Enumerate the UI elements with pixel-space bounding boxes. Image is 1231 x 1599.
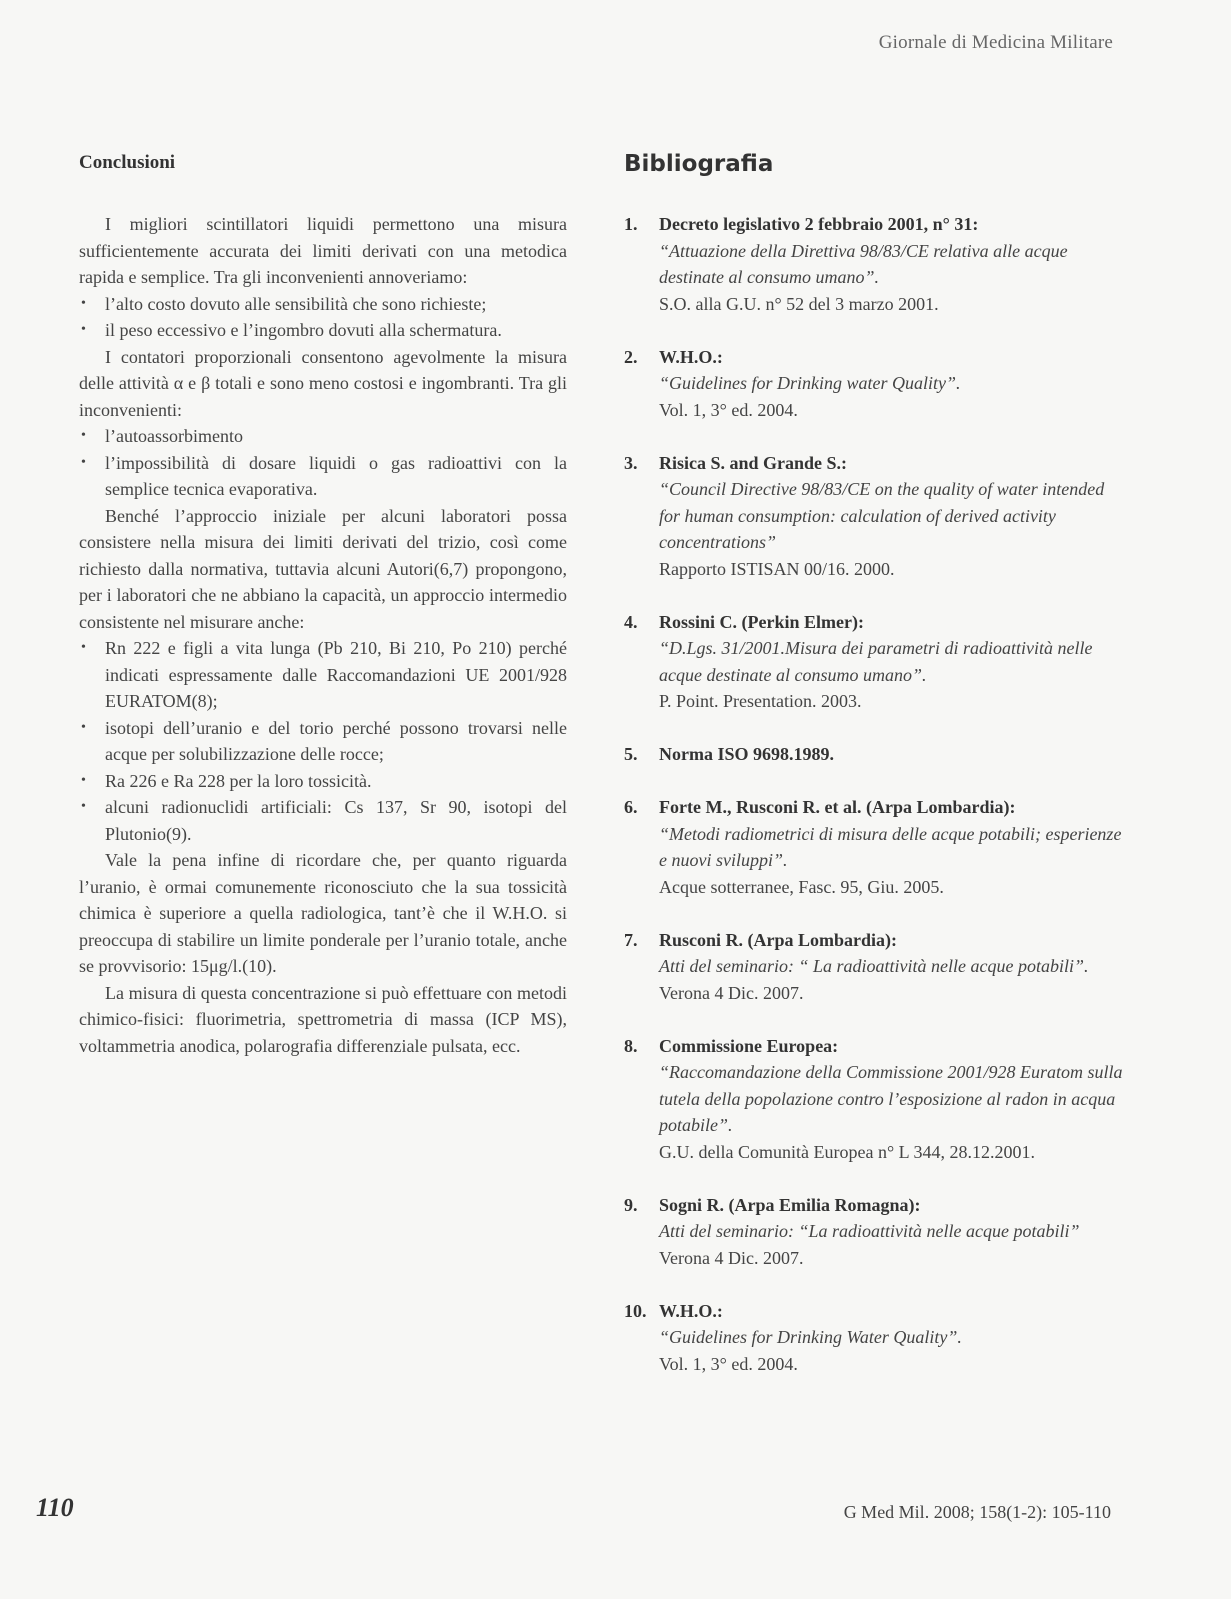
conclusions-body bbox=[79, 211, 567, 1059]
reference-title: “Guidelines for Drinking water Quality”. bbox=[659, 373, 961, 393]
list-item: • isotopi dell’uranio e del torio perché possono trovarsi nelle acque per solubilizzazione delle rocce; bbox=[79, 715, 567, 768]
list-item: • il peso eccessivo e l’ingombro dovuti alla schermatura. bbox=[79, 317, 567, 344]
list-item: • alcuni radionuclidi artificiali: Cs 137, Sr 90, isotopi del Plutonio(9). bbox=[79, 794, 567, 847]
bullet-list bbox=[79, 291, 567, 344]
reference-author: Norma ISO 9698.1989. bbox=[659, 744, 834, 764]
reference-title: “Metodi radiometrici di misura delle acque potabili; esperienze e nuovi sviluppi”. bbox=[659, 823, 1122, 870]
paragraph: I migliori scintillatori liquidi permettono una misura sufficientemente accurata dei limiti derivati con una metodica rapida e semplice. Tra gli inconvenienti annoveriamo: bbox=[79, 214, 567, 287]
list-item: • l’autoassorbimento bbox=[79, 423, 567, 450]
reference-author: Decreto legislativo 2 febbraio 2001, n° 31: bbox=[659, 214, 979, 234]
reference-number: 4. bbox=[624, 611, 638, 632]
reference-title: “Raccomandazione della Commissione 2001/928 Euratom sulla tutela della popolazione contro l’esposizione al radon in acqua potabile”. bbox=[659, 1062, 1123, 1135]
reference-item bbox=[624, 927, 1124, 1007]
list-item: • Ra 226 e Ra 228 per la loro tossicità. bbox=[79, 768, 567, 795]
reference-number: 1. bbox=[624, 214, 638, 234]
journal-title: Giornale di Medicina Militare bbox=[878, 32, 1113, 53]
conclusions-section bbox=[79, 150, 567, 1059]
journal-citation: G Med Mil. 2008; 158(1-2): 105-110 bbox=[843, 1502, 1111, 1522]
reference-source: Verona 4 Dic. 2007. bbox=[659, 982, 804, 1003]
list-item: • l’impossibilità di dosare liquidi o gas radioattivi con la semplice tecnica evaporativa. bbox=[79, 450, 567, 503]
reference-source: Rapporto ISTISAN 00/16. 2000. bbox=[659, 558, 895, 579]
reference-title: “D.Lgs. 31/2001.Misura dei parametri di radioattività nelle acque destinate al consumo umano”. bbox=[659, 638, 1093, 685]
bullet-list bbox=[79, 423, 567, 503]
reference-source: Acque sotterranee, Fasc. 95, Giu. 2005. bbox=[659, 876, 944, 897]
reference-item bbox=[624, 450, 1124, 583]
reference-title: “Council Directive 98/83/CE on the quality of water intended for human consumption: calculation of derived activity concentrations” bbox=[659, 479, 1105, 552]
reference-author: Sogni R. (Arpa Emilia Romagna): bbox=[659, 1194, 921, 1215]
reference-source: G.U. della Comunità Europea n° L 344, 28.12.2001. bbox=[659, 1141, 1035, 1162]
paragraph: La misura di questa concentrazione si può effettuare con metodi chimico-fisici: fluorimetria, spettrometria di massa (ICP MS), voltammetria anodica, polarografia differenziale pulsata, ecc. bbox=[79, 982, 567, 1056]
reference-title: “Attuazione della Direttiva 98/83/CE relativa alle acque destinate al consumo umano”. bbox=[659, 240, 1068, 287]
paragraph: Vale la pena infine di ricordare che, per quanto riguarda l’uranio, è ormai comunemente riconosciuto che la sua tossicità chimica è superiore a quella radiologica, tant’è che il W.H.O. si preoccupa di stabilire un limite ponderale per l’uranio totale, anche se provvisorio: 15μg/l.(10). bbox=[79, 850, 567, 976]
reference-number: 7. bbox=[624, 929, 638, 950]
reference-number: 9. bbox=[624, 1194, 638, 1215]
reference-number: 2. bbox=[624, 346, 638, 367]
reference-item bbox=[624, 344, 1124, 424]
bibliography-heading: Bibliografia bbox=[624, 151, 774, 177]
paragraph: I contatori proporzionali consentono agevolmente la misura delle attività α e β totali e sono meno costosi e ingombranti. Tra gli inconvenienti: bbox=[79, 346, 567, 420]
bullet-list bbox=[79, 635, 567, 847]
reference-number: 6. bbox=[624, 797, 638, 817]
reference-item bbox=[624, 1033, 1124, 1166]
list-item: • l’alto costo dovuto alle sensibilità che sono richieste; bbox=[79, 291, 567, 318]
reference-source: Vol. 1, 3° ed. 2004. bbox=[659, 399, 798, 420]
reference-item bbox=[624, 1298, 1124, 1378]
reference-item bbox=[624, 741, 1124, 768]
reference-number: 8. bbox=[624, 1035, 638, 1056]
reference-author: Rossini C. (Perkin Elmer): bbox=[659, 611, 864, 632]
reference-source: Vol. 1, 3° ed. 2004. bbox=[659, 1353, 798, 1374]
reference-item bbox=[624, 1192, 1124, 1272]
page-number: 110 bbox=[36, 1493, 74, 1522]
conclusions-heading: Conclusioni bbox=[79, 152, 176, 173]
reference-item bbox=[624, 211, 1124, 317]
reference-list bbox=[624, 211, 1124, 1377]
reference-author: W.H.O.: bbox=[659, 346, 723, 367]
reference-source: P. Point. Presentation. 2003. bbox=[659, 691, 862, 711]
reference-author: W.H.O.: bbox=[659, 1300, 723, 1321]
reference-item bbox=[624, 794, 1124, 900]
reference-title: “Guidelines for Drinking Water Quality”. bbox=[659, 1327, 962, 1347]
reference-item bbox=[624, 609, 1124, 715]
reference-author: Commissione Europea: bbox=[659, 1035, 839, 1056]
reference-number: 3. bbox=[624, 452, 638, 473]
reference-number: 5. bbox=[624, 744, 638, 764]
reference-author: Risica S. and Grande S.: bbox=[659, 452, 848, 473]
paragraph: Benché l’approccio iniziale per alcuni laboratori possa consistere nella misura dei limiti derivati del trizio, così come richiesto dalla normativa, tuttavia alcuni Autori(6,7) propongono, per i laboratori che ne abbiano la capacità, un approccio intermedio consistente nel misurare anche: bbox=[79, 505, 567, 632]
reference-title: Atti del seminario: “La radioattività nelle acque potabili” bbox=[659, 1221, 1080, 1241]
bibliography-section bbox=[624, 150, 1124, 1404]
reference-title: Atti del seminario: “ La radioattività nelle acque potabili”. bbox=[659, 956, 1089, 976]
reference-author: Rusconi R. (Arpa Lombardia): bbox=[659, 929, 898, 950]
reference-source: Verona 4 Dic. 2007. bbox=[659, 1247, 804, 1268]
reference-author: Forte M., Rusconi R. et al. (Arpa Lombardia): bbox=[659, 797, 1016, 817]
reference-number: 10. bbox=[624, 1300, 647, 1321]
reference-source: S.O. alla G.U. n° 52 del 3 marzo 2001. bbox=[659, 293, 939, 314]
list-item: • Rn 222 e figli a vita lunga (Pb 210, Bi 210, Po 210) perché indicati espressamente dalle Raccomandazioni UE 2001/928 EURATOM(8); bbox=[79, 635, 567, 715]
